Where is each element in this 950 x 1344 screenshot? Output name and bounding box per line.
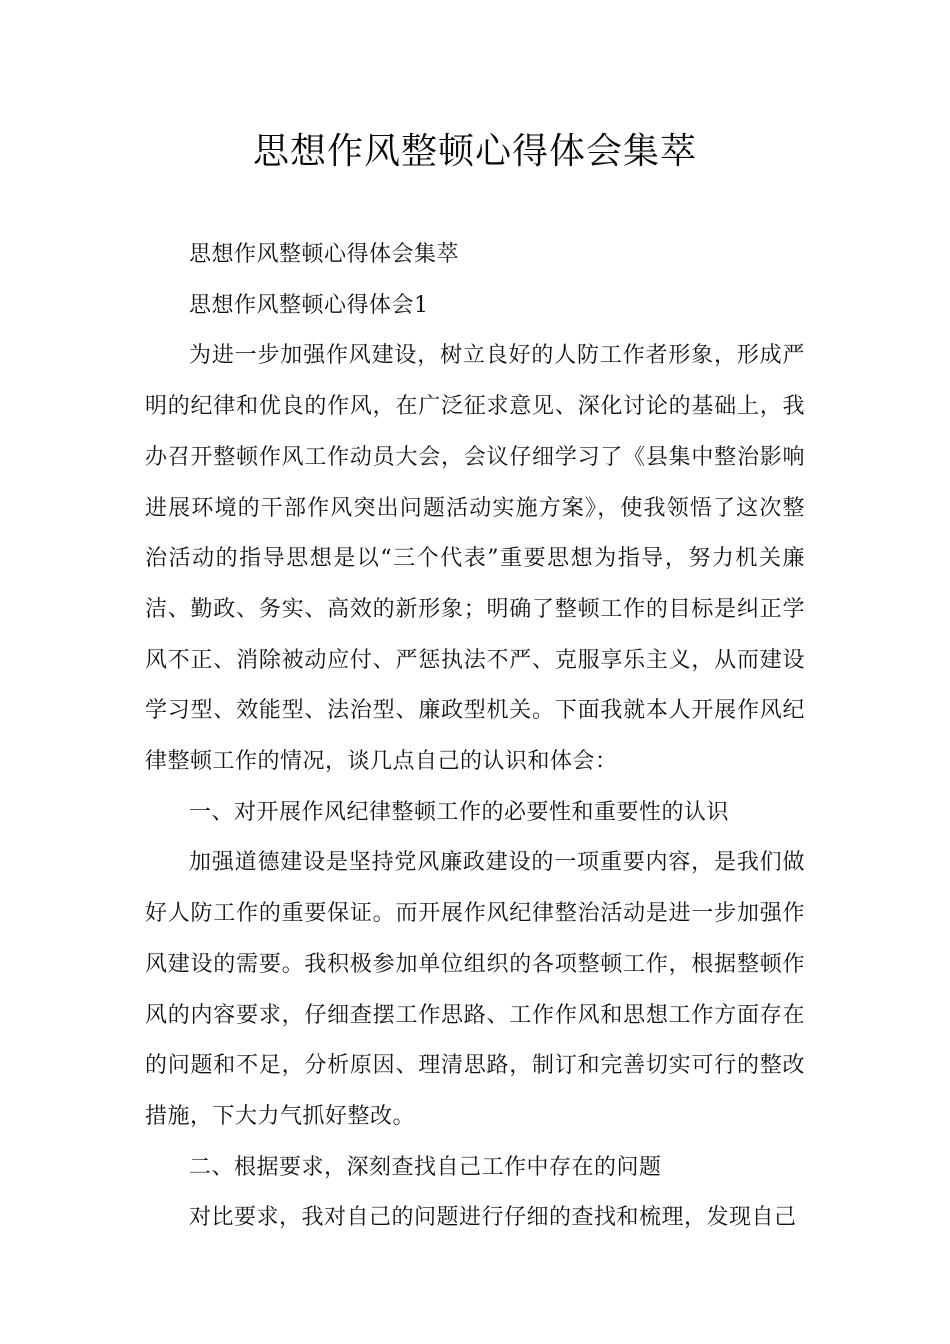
section-heading: 思想作风整顿心得体会1 bbox=[189, 292, 429, 318]
subtitle-paragraph: 思想作风整顿心得体会集萃 bbox=[189, 242, 460, 267]
document-body bbox=[145, 230, 805, 1244]
document-title: 思想作风整顿心得体会集萃 bbox=[252, 131, 697, 172]
body-paragraph: 为进一步加强作风建设，树立良好的人防工作者形象，形成严明的纪律和优良的作风，在广泛征求意见、深化讨论的基础上，我办召开整顿作风工作动员大会，会议仔细学习了《县集中整治影响进展环境的干部作风突出问题活动实施方案》，使我领悟了这次整治活动的指导思想是以“三个代表”重要思想为指导，努力机关廉洁、勤政、务实、高效的新形象；明确了整顿工作的目标是纠正学风不正、消除被动应付、严惩执法不严、克服享乐主义，从而建设学习型、效能型、法治型、廉政型机关。下面我就本人开展作风纪律整顿工作的情况，谈几点自己的认识和体会： bbox=[145, 343, 805, 775]
section-heading: 一、对开展作风纪律整顿工作的必要性和重要性的认识 bbox=[189, 799, 730, 825]
body-paragraph: 对比要求，我对自己的问题进行仔细的查找和梳理，发现自己 bbox=[189, 1205, 797, 1231]
section-heading: 二、根据要求，深刻查找自己工作中存在的问题 bbox=[189, 1154, 662, 1180]
body-paragraph: 加强道德建设是坚持党风廉政建设的一项重要内容，是我们做好人防工作的重要保证。而开展作风纪律整治活动是进一步加强作风建设的需要。我积极参加单位组织的各项整顿工作，根据整顿作风的内容要求，仔细查摆工作思路、工作作风和思想工作方面存在的问题和不足，分析原因、理清思路，制订和完善切实可行的整改措施，下大力气抓好整改。 bbox=[145, 850, 805, 1129]
